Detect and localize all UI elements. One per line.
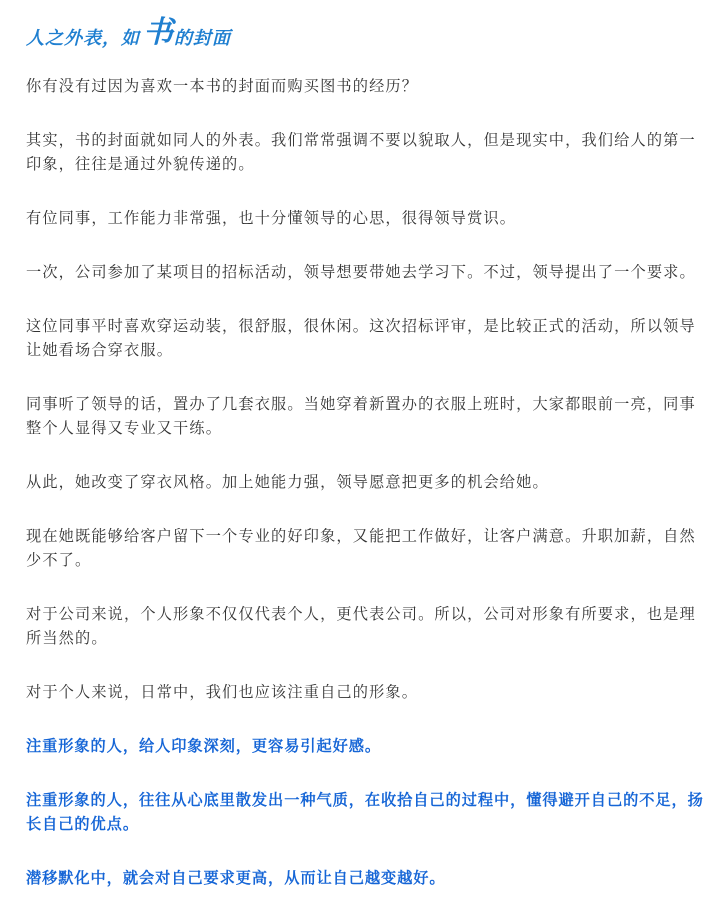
article-body xyxy=(26,74,706,920)
paragraph: 对于个人来说，日常中，我们也应该注重自己的形象。 xyxy=(26,683,419,701)
paragraph: 你有没有过因为喜欢一本书的封面而购买图书的经历？ xyxy=(26,77,419,95)
article-title xyxy=(26,16,231,54)
title-emphasis-char: 书 xyxy=(143,15,173,50)
highlight-paragraph: 注重形象的人，往往从心底里散发出一种气质，在收拾自己的过程中，懂得避开自己的不足，扬长自己的优点。 xyxy=(26,791,704,833)
highlight-paragraph: 潜移默化中，就会对自己要求更高，从而让自己越变越好。 xyxy=(26,869,446,887)
highlight-paragraph: 注重形象的人，给人印象深刻，更容易引起好感。 xyxy=(26,737,382,755)
paragraph: 对于公司来说，个人形象不仅仅代表个人，更代表公司。所以，公司对形象有所要求，也是理所当然的。 xyxy=(26,605,696,647)
title-text-start: 人之外表，如 xyxy=(26,28,140,49)
paragraph: 一次，公司参加了某项目的招标活动，领导想要带她去学习下。不过，领导提出了一个要求。 xyxy=(26,263,696,281)
paragraph: 这位同事平时喜欢穿运动装，很舒服，很休闲。这次招标评审，是比较正式的活动，所以领导让她看场合穿衣服。 xyxy=(26,317,696,359)
paragraph: 同事听了领导的话，置办了几套衣服。当她穿着新置办的衣服上班时，大家都眼前一亮，同事整个人显得又专业又干练。 xyxy=(26,395,696,437)
paragraph: 其实，书的封面就如同人的外表。我们常常强调不要以貌取人，但是现实中，我们给人的第一印象，往往是通过外貌传递的。 xyxy=(26,131,696,173)
paragraph: 有位同事，工作能力非常强，也十分懂领导的心思，很得领导赏识。 xyxy=(26,209,517,227)
paragraph: 现在她既能够给客户留下一个专业的好印象，又能把工作做好，让客户满意。升职加薪，自然少不了。 xyxy=(26,527,696,569)
title-text-end: 的封面 xyxy=(174,28,231,49)
paragraph: 从此，她改变了穿衣风格。加上她能力强，领导愿意把更多的机会给她。 xyxy=(26,473,549,491)
